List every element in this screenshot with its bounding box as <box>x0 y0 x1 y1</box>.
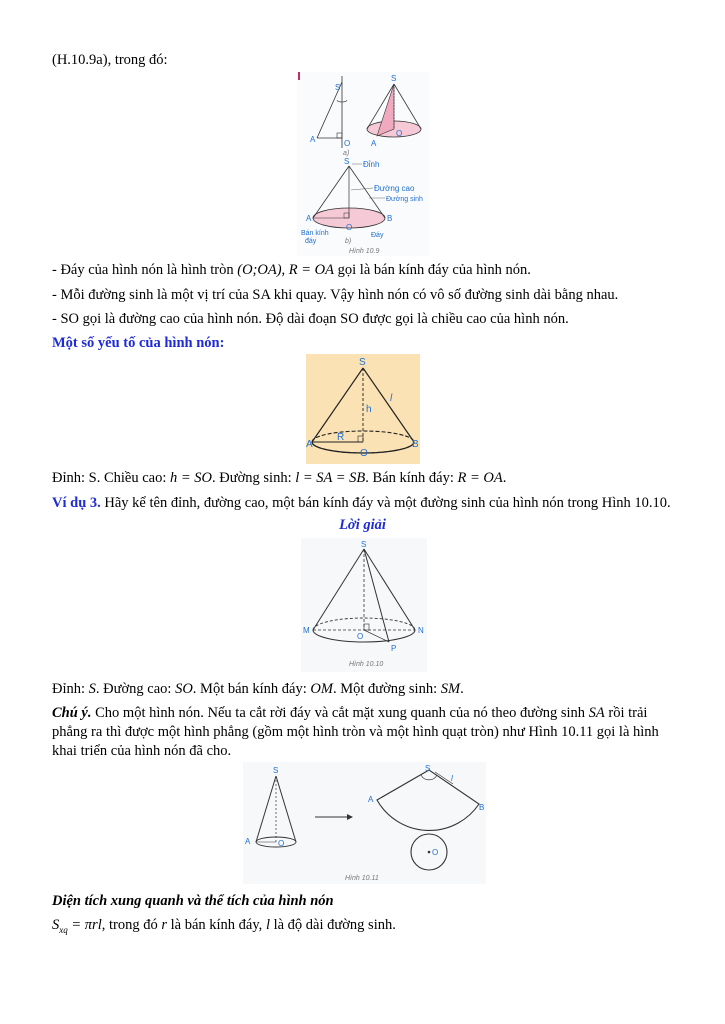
fig1-label-A-cone: A <box>371 139 377 148</box>
fig2-label-l: l <box>390 393 393 404</box>
fig4-label-A-cone: A <box>245 837 251 846</box>
area-title: Diện tích xung quanh và thể tích của hình nón <box>52 893 334 909</box>
fig3-label-M: M <box>303 626 310 635</box>
formula-line: $S_{xq} = \pi rl$, trong đó r là bán kính đáy, l là độ dài đường sinh. <box>52 917 396 935</box>
fig3-label-P: P <box>391 644 397 653</box>
fig1-label-a: a) <box>343 150 350 157</box>
fig1-day: Đáy <box>371 232 384 239</box>
fig1-label-S-b: S <box>344 157 350 166</box>
fig3-label-O: O <box>357 632 364 641</box>
fig1-label-A-a: A <box>310 135 316 144</box>
example-3: Ví dụ 3. Hãy kể tên đỉnh, đường cao, một bán kính đáy và một đường sinh của hình nón trong Hình 10.10. <box>52 495 671 511</box>
fig4-label-O-cone: O <box>278 839 285 848</box>
fig2-label-B: B <box>412 439 419 450</box>
fig1-label-O-b: O <box>346 223 353 232</box>
fig2-label-O: O <box>360 448 368 459</box>
fig1-ban-kinh-2: đáy <box>305 238 317 245</box>
section-title: Một số yếu tố của hình nón: <box>52 335 225 351</box>
fig2-label-h: h <box>366 404 372 415</box>
solution-title: Lời giải <box>339 517 386 533</box>
fig1-label-A-b: A <box>306 214 312 223</box>
fig1-label-O-cone: O <box>396 129 403 138</box>
fig4-caption: Hình 10.11 <box>345 875 379 882</box>
fig4-label-A-sector: A <box>368 795 374 804</box>
fig1-duong-sinh: Đường sinh <box>386 196 423 203</box>
fig1-ban-kinh-1: Bán kính <box>301 230 329 237</box>
figure-10-9 <box>297 72 429 256</box>
answer-line: Đỉnh: S. Đường cao: SO. Một bán kính đáy: OM. Một đường sinh: SM. <box>52 681 464 697</box>
fig1-duong-cao: Đường cao <box>374 184 415 193</box>
note-line-3: khai triển của hình nón đã cho. <box>52 743 232 759</box>
fig4-label-S-sector: S <box>425 764 431 773</box>
fig2-label-A: A <box>306 439 313 450</box>
fig1-label-b: b) <box>345 238 352 245</box>
fig1-label-S-cone: S <box>391 74 397 83</box>
figure-10-11 <box>243 762 486 884</box>
fig4-label-B-sector: B <box>479 803 485 812</box>
fig1-caption: Hình 10.9 <box>349 248 380 255</box>
note-line-2: phẳng ra thì được một hình phẳng (gồm một hình tròn và một hình quạt tròn) như Hình 10.11 gọi là hình <box>52 724 659 740</box>
elements-line: Đỉnh: S. Chiều cao: h = SO. Đường sinh: l = SA = SB. Bán kính đáy: R = OA. <box>52 470 507 486</box>
fig1-label-O-a: O <box>344 139 351 148</box>
fig1-label-S-a: S <box>335 83 341 92</box>
intro-text: (H.10.9a), trong đó: <box>52 52 168 68</box>
fig4-label-l: l <box>451 774 453 783</box>
bullet-2: - Mỗi đường sinh là một vị trí của SA khi quay. Vậy hình nón có vô số đường sinh dài bằng nhau. <box>52 287 619 303</box>
fig3-label-S: S <box>361 540 367 549</box>
fig4-label-O-circle: O <box>432 848 439 857</box>
note-line-1: Chú ý. Cho một hình nón. Nếu ta cắt rời đáy và cắt mặt xung quanh của nó theo đường sinh SA rồi trải <box>52 705 648 721</box>
fig4-label-S-cone: S <box>273 766 279 775</box>
figure-cone-elements <box>306 354 420 464</box>
bullet-1: - Đáy của hình nón là hình tròn (O;OA), R = OA gọi là bán kính đáy của hình nón. <box>52 262 531 278</box>
fig3-caption: Hình 10.10 <box>349 661 384 668</box>
fig1-label-B-b: B <box>387 214 393 223</box>
bullet-3: - SO gọi là đường cao của hình nón. Độ dài đoạn SO được gọi là chiều cao của hình nón. <box>52 311 569 327</box>
fig2-label-S: S <box>359 357 366 368</box>
fig2-label-R: R <box>337 432 345 443</box>
fig3-label-N: N <box>418 626 424 635</box>
figure-10-10 <box>301 538 427 672</box>
fig1-dinh: Đỉnh <box>363 160 380 169</box>
